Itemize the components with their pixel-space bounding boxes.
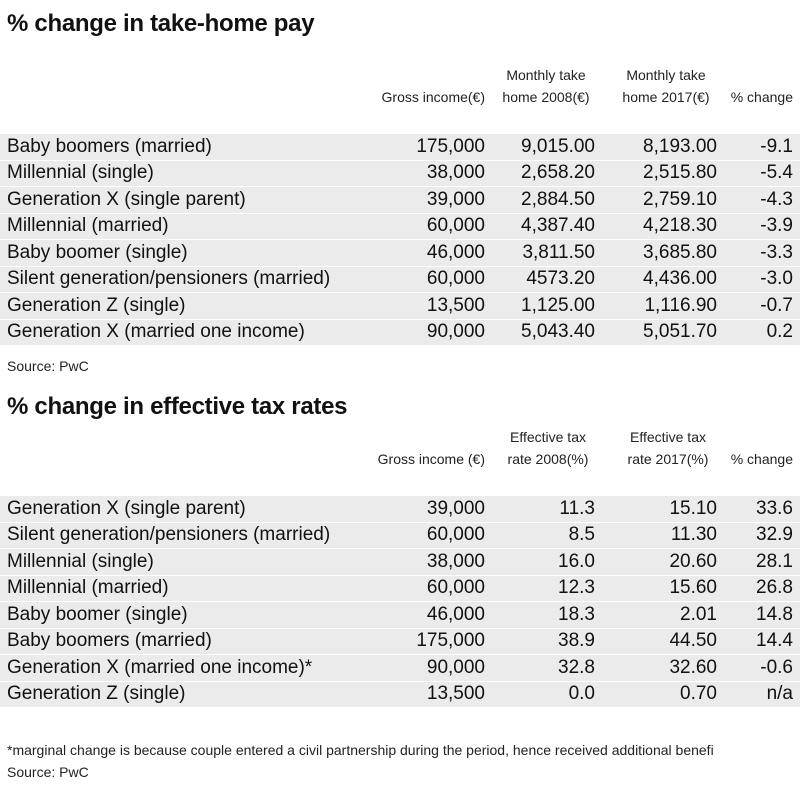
gross-income-cell: 60,000 bbox=[368, 266, 485, 293]
table-row bbox=[0, 549, 800, 576]
effective-tax-rates-table bbox=[0, 496, 800, 708]
value-2008-cell: 12.3 bbox=[485, 575, 595, 602]
row-label: Generation X (single parent) bbox=[0, 187, 368, 214]
table-row bbox=[0, 602, 800, 629]
pct-change-cell: n/a bbox=[717, 681, 793, 708]
row-padding bbox=[793, 575, 800, 602]
table-1-header-2017-line2: home 2017(€) bbox=[622, 89, 710, 105]
table-1-title: % change in take-home pay bbox=[7, 10, 315, 37]
pct-change-cell: 28.1 bbox=[717, 549, 793, 576]
row-padding bbox=[793, 293, 800, 320]
row-label: Silent generation/pensioners (married) bbox=[0, 266, 368, 293]
gross-income-cell: 38,000 bbox=[368, 160, 485, 187]
pct-change-cell: -0.6 bbox=[717, 655, 793, 682]
pct-change-cell: 14.8 bbox=[717, 602, 793, 629]
row-padding bbox=[793, 213, 800, 240]
row-label: Baby boomers (married) bbox=[0, 134, 368, 160]
gross-income-cell: 90,000 bbox=[368, 319, 485, 346]
value-2017-cell: 1,116.90 bbox=[595, 293, 717, 320]
table-row bbox=[0, 266, 800, 293]
table-1-header-2008-line1: Monthly take bbox=[506, 67, 586, 83]
table-row bbox=[0, 319, 800, 346]
table-2-header-2017-line1: Effective tax bbox=[629, 429, 706, 445]
table-2-header-2008-line1: Effective tax bbox=[509, 429, 586, 445]
value-2008-cell: 11.3 bbox=[485, 496, 595, 522]
gross-income-cell: 90,000 bbox=[368, 655, 485, 682]
pct-change-cell: -3.9 bbox=[717, 213, 793, 240]
table-row bbox=[0, 134, 800, 160]
table-1-header-pct: % change bbox=[730, 89, 793, 105]
table-1-header-gross: Gross income(€) bbox=[381, 89, 485, 105]
table-row bbox=[0, 681, 800, 708]
pct-change-cell: -3.3 bbox=[717, 240, 793, 267]
table-row bbox=[0, 575, 800, 602]
table-2-footnote: *marginal change is because couple entered a civil partnership during the period, hence received additional benefi bbox=[7, 742, 714, 758]
row-padding bbox=[793, 628, 800, 655]
pct-change-cell: -3.0 bbox=[717, 266, 793, 293]
row-label: Baby boomers (married) bbox=[0, 628, 368, 655]
gross-income-cell: 60,000 bbox=[368, 213, 485, 240]
pct-change-cell: -4.3 bbox=[717, 187, 793, 214]
pct-change-cell: 0.2 bbox=[717, 319, 793, 346]
pct-change-cell: 26.8 bbox=[717, 575, 793, 602]
row-padding bbox=[793, 655, 800, 682]
row-padding bbox=[793, 134, 800, 160]
table-1-header-2008-line2: home 2008(€) bbox=[502, 89, 590, 105]
gross-income-cell: 46,000 bbox=[368, 240, 485, 267]
table-row bbox=[0, 160, 800, 187]
value-2017-cell: 4,218.30 bbox=[595, 213, 717, 240]
value-2017-cell: 15.10 bbox=[595, 496, 717, 522]
table-1-source: Source: PwC bbox=[7, 358, 89, 374]
value-2017-cell: 0.70 bbox=[595, 681, 717, 708]
row-padding bbox=[793, 602, 800, 629]
value-2017-cell: 2,515.80 bbox=[595, 160, 717, 187]
table-row bbox=[0, 522, 800, 549]
pct-change-cell: -5.4 bbox=[717, 160, 793, 187]
take-home-pay-table bbox=[0, 134, 800, 346]
value-2017-cell: 8,193.00 bbox=[595, 134, 717, 160]
gross-income-cell: 13,500 bbox=[368, 293, 485, 320]
row-label: Baby boomer (single) bbox=[0, 240, 368, 267]
row-padding bbox=[793, 187, 800, 214]
value-2017-cell: 2.01 bbox=[595, 602, 717, 629]
value-2017-cell: 20.60 bbox=[595, 549, 717, 576]
table-2-title: % change in effective tax rates bbox=[7, 393, 348, 420]
value-2008-cell: 4,387.40 bbox=[485, 213, 595, 240]
row-label: Millennial (married) bbox=[0, 213, 368, 240]
row-label: Generation X (married one income)* bbox=[0, 655, 368, 682]
value-2008-cell: 16.0 bbox=[485, 549, 595, 576]
table-2-header-pct: % change bbox=[730, 451, 793, 467]
value-2008-cell: 1,125.00 bbox=[485, 293, 595, 320]
gross-income-cell: 13,500 bbox=[368, 681, 485, 708]
row-label: Millennial (single) bbox=[0, 549, 368, 576]
pct-change-cell: -9.1 bbox=[717, 134, 793, 160]
table-row bbox=[0, 213, 800, 240]
row-label: Silent generation/pensioners (married) bbox=[0, 522, 368, 549]
row-label: Generation X (married one income) bbox=[0, 319, 368, 346]
gross-income-cell: 175,000 bbox=[368, 628, 485, 655]
row-padding bbox=[793, 496, 800, 522]
value-2008-cell: 32.8 bbox=[485, 655, 595, 682]
value-2017-cell: 4,436.00 bbox=[595, 266, 717, 293]
gross-income-cell: 38,000 bbox=[368, 549, 485, 576]
table-row bbox=[0, 628, 800, 655]
gross-income-cell: 60,000 bbox=[368, 522, 485, 549]
pct-change-cell: -0.7 bbox=[717, 293, 793, 320]
row-padding bbox=[793, 160, 800, 187]
value-2017-cell: 11.30 bbox=[595, 522, 717, 549]
row-padding bbox=[793, 319, 800, 346]
gross-income-cell: 46,000 bbox=[368, 602, 485, 629]
value-2008-cell: 38.9 bbox=[485, 628, 595, 655]
pct-change-cell: 32.9 bbox=[717, 522, 793, 549]
value-2008-cell: 2,884.50 bbox=[485, 187, 595, 214]
table-row bbox=[0, 187, 800, 214]
value-2008-cell: 3,811.50 bbox=[485, 240, 595, 267]
pct-change-cell: 14.4 bbox=[717, 628, 793, 655]
value-2008-cell: 18.3 bbox=[485, 602, 595, 629]
row-label: Baby boomer (single) bbox=[0, 602, 368, 629]
row-label: Generation Z (single) bbox=[0, 681, 368, 708]
row-label: Millennial (single) bbox=[0, 160, 368, 187]
value-2017-cell: 15.60 bbox=[595, 575, 717, 602]
pct-change-cell: 33.6 bbox=[717, 496, 793, 522]
row-padding bbox=[793, 522, 800, 549]
value-2017-cell: 32.60 bbox=[595, 655, 717, 682]
table-2-source: Source: PwC bbox=[7, 764, 89, 780]
value-2008-cell: 9,015.00 bbox=[485, 134, 595, 160]
value-2017-cell: 44.50 bbox=[595, 628, 717, 655]
value-2017-cell: 3,685.80 bbox=[595, 240, 717, 267]
gross-income-cell: 39,000 bbox=[368, 496, 485, 522]
table-row bbox=[0, 293, 800, 320]
row-padding bbox=[793, 681, 800, 708]
table-2-header-2008-line2: rate 2008(%) bbox=[507, 451, 589, 467]
table-row bbox=[0, 240, 800, 267]
row-label: Millennial (married) bbox=[0, 575, 368, 602]
gross-income-cell: 60,000 bbox=[368, 575, 485, 602]
row-label: Generation Z (single) bbox=[0, 293, 368, 320]
value-2008-cell: 4573.20 bbox=[485, 266, 595, 293]
table-2-header-2017-line2: rate 2017(%) bbox=[627, 451, 709, 467]
value-2008-cell: 2,658.20 bbox=[485, 160, 595, 187]
value-2017-cell: 5,051.70 bbox=[595, 319, 717, 346]
row-padding bbox=[793, 240, 800, 267]
row-padding bbox=[793, 266, 800, 293]
value-2008-cell: 8.5 bbox=[485, 522, 595, 549]
value-2017-cell: 2,759.10 bbox=[595, 187, 717, 214]
row-label: Generation X (single parent) bbox=[0, 496, 368, 522]
value-2008-cell: 5,043.40 bbox=[485, 319, 595, 346]
value-2008-cell: 0.0 bbox=[485, 681, 595, 708]
table-row bbox=[0, 496, 800, 522]
row-padding bbox=[793, 549, 800, 576]
table-2-header-gross: Gross income (€) bbox=[377, 451, 485, 467]
table-row bbox=[0, 655, 800, 682]
gross-income-cell: 39,000 bbox=[368, 187, 485, 214]
gross-income-cell: 175,000 bbox=[368, 134, 485, 160]
table-1-header-2017-line1: Monthly take bbox=[626, 67, 706, 83]
